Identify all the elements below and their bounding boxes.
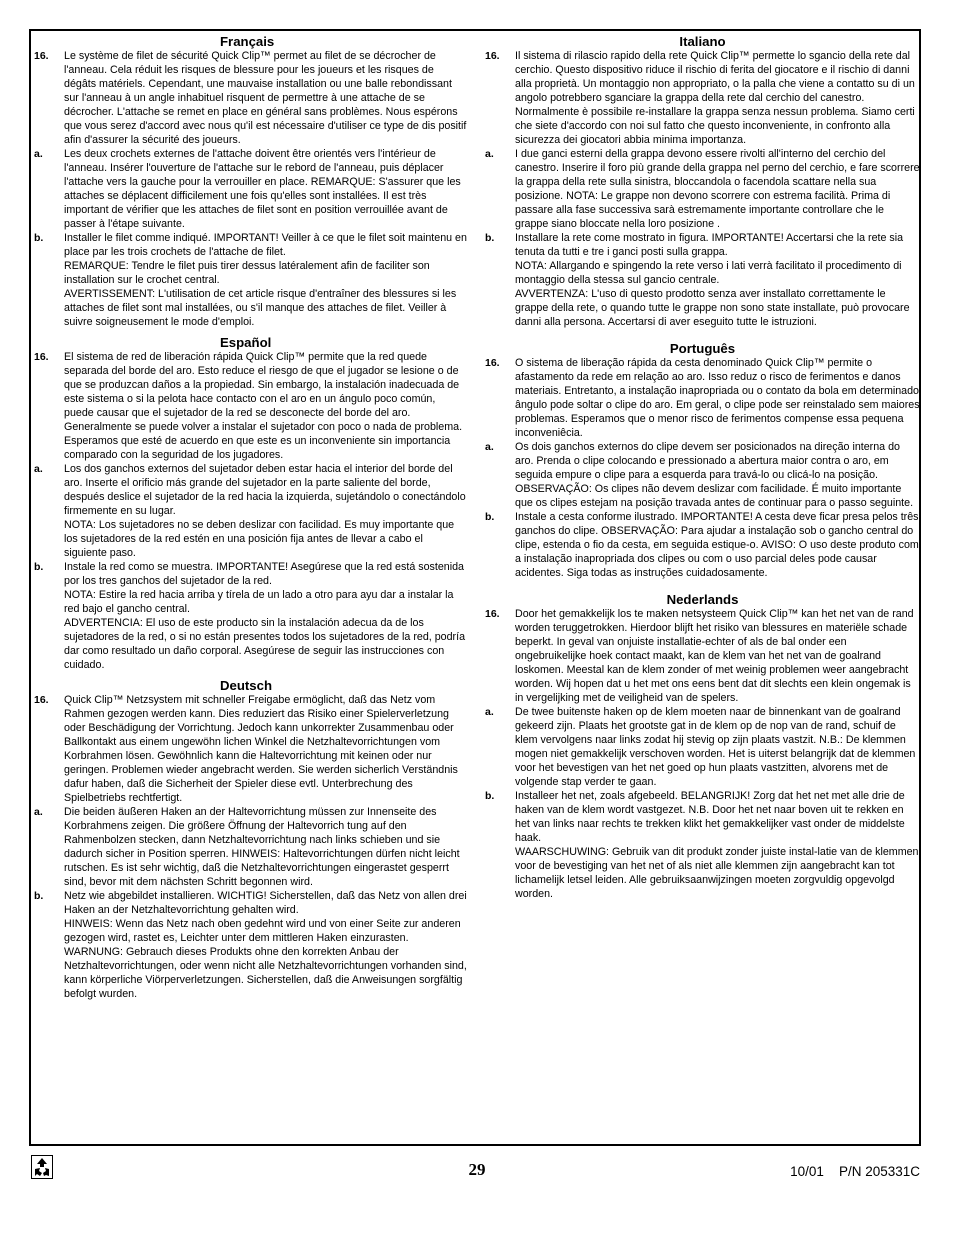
step-marker: a. — [34, 148, 43, 160]
step-text — [515, 49, 920, 147]
section-heading: Italiano — [679, 34, 726, 49]
paragraph: I due ganci esterni della grappa devono essere rivolti all'interno del cerchio del canestro. Inserire il foro più grande della grappa nel perno del cerchio, e fare scorrere la grappa della rete sulla sinistra, bloccandola o facendola scattare nella sua posizione. NOTA: Le grappe non devono scorrere con estrema facilità. Prima di passare alla fase successiva sarà estremamente importante controllare che le grappe siano bloccate nella loro posizione . — [515, 148, 920, 230]
section-heading: Français — [220, 34, 275, 49]
note-paragraph: REMARQUE: Tendre le filet puis tirer dessus latéralement afin de faciliter son installation sur le crochet central. — [64, 260, 430, 286]
step-marker: 16. — [485, 608, 500, 620]
paragraph: Door het gemakkelijk los te maken netsysteem Quick Clip™ kan het net van de rand worden teruggetrokken. Hierdoor blijft het risiko van blessures en materiële schade beperkt. In geval van onjuiste installatie-echter of als de bal onder een ongebruikelijke hoek contact maakt, kan de klem van het net van de goalrand loskomen. Meestal kan de klem zonder of met weinig problemen weer aangebracht worden. Wij hopen dat u het met ons eens bent dat dit slechts een klein ongemak is in vergelijking met de veiligheid van de spelers. — [515, 608, 914, 704]
step-text — [64, 231, 468, 329]
warning-paragraph: AVERTISSEMENT: L'utilisation de cet article risque d'entraîner des blessures si les attaches de filet sont mal installées, ou s'il manque des attaches de filet. Veiller à suivre soigneusement le mode d'emploi. — [64, 288, 457, 328]
step-text — [64, 350, 468, 462]
step-a — [34, 805, 468, 889]
paragraph: Netz wie abgebildet installieren. WICHTIG! Sicherstellen, daß das Netz von allen drei Haken an der Netzhaltevorrichtung gehalten wird. — [64, 890, 467, 916]
step-text — [64, 805, 468, 889]
step-b — [34, 231, 468, 329]
step-marker: 16. — [485, 357, 500, 369]
paragraph: El sistema de red de liberación rápida Quick Clip™ permite que la red quede separada del borde del aro. Esto reduce el riesgo de que el jugador se lesione o de que se produzcan daños a la propiedad. Sin embargo, la instalación inadecuada de este sistema o si la pelota hace contacto con el aro en un ángulo poco común, puede causar que el sujetador de la red se desconecte del borde del aro. Generalmente se puede volver a instalar el sujetador con poco o nada de problema. Esperamos que esté de acuerdo en que este es un inconveniente sin importancia comparado con la seguridad de los jugadores. — [64, 351, 463, 461]
step-marker: 16. — [485, 50, 500, 62]
step-text — [515, 607, 920, 705]
step-text — [515, 789, 920, 901]
step-marker: a. — [485, 148, 494, 160]
note-paragraph: NOTA: Estire la red hacia arriba y tírela de un lado a otro para ayu dar a instalar la red bajo el gancho central. — [64, 589, 454, 615]
step-text — [515, 147, 920, 231]
step-marker: b. — [34, 890, 44, 902]
paragraph: O sistema de liberação rápida da cesta denominado Quick Clip™ permite o afastamento da rede em relação ao aro. Isso reduz o risco de ferimentos e danos materiais. Entretanto, a instalação inapropriada ou o contato da bola em determinado ângulo pode soltar o clipe do aro. Em geral, o clipe pode ser reinstalado sem maiores problemas. Esperamos que o menor risco de ferimentos compense essa pequena inconveniêcia. — [515, 357, 920, 439]
paragraph: Il sistema di rilascio rapido della rete Quick Clip™ permette lo sgancio della rete dal cerchio. Questo dispositivo riduce il rischio di ferita del giocatore e il rischio di danni alla proprietà. Un montaggio non appropriato, o la palla che viene a contatto su di un angolo potrebbero sganciare la grappa della rete dal cerchio del canestro. Normalmente è possibile re-installare la grappa senza nessun problema. Siamo certi che siete d'accordo con noi sul fatto che questo inconveniente, in confronto alla sicurezza dei giocatori abbia minima importanza. — [515, 50, 915, 146]
step-text — [64, 560, 468, 672]
note-paragraph: NOTA: Los sujetadores no se deben deslizar con facilidad. Es muy importante que los sujetadores de la red estén en una posición fija antes de llevar a cabo el siguiente paso. — [64, 519, 455, 559]
right-column — [485, 34, 920, 901]
step-marker: b. — [34, 561, 44, 573]
step-marker: 16. — [34, 694, 49, 706]
step-b — [34, 889, 468, 1001]
left-column — [34, 34, 468, 1001]
paragraph: Instale la red como se muestra. IMPORTANTE! Asegúrese que la red está sostenida por los tres ganchos del sujetador de la red. — [64, 561, 464, 587]
section-heading: Português — [669, 341, 736, 356]
warning-paragraph: ADVERTENCIA: El uso de este producto sin la instalación adecua da de los sujetadores de la red, o si no están presentes todos los sujetadores de la red, podría dar como resultado un daño corporal. Asegúrese de seguir las instrucciones con cuidado. — [64, 617, 466, 671]
paragraph: Quick Clip™ Netzsystem mit schneller Freigabe ermöglicht, daß das Netz vom Rahmen gezogen werden kann. Dies reduziert das Risiko einer Spielerverletzung oder Beschädigung der Vorrichtung. Jedoch kann unkorrekter Zusammenbau oder Ballkontakt aus einem ungewöhn lichen Winkel die Netzhaltevorrichtungen vom Korbrahmen lösen. Gewöhnlich kann die Haltevorrichtung mit keinen oder nur geringen. Problemen wieder angebracht werden. Sie werden sicherlich Verständnis dafur haben, daß die Sicherheit der Spieler diese evtl. Unterbrechung des Spielbetriebs rechtfertigt. — [64, 694, 458, 804]
step-a — [485, 147, 920, 231]
step-b — [485, 231, 920, 329]
warning-paragraph: WAARSCHUWING: Gebruik van dit produkt zonder juiste instal-latie van de klemmen voor de bevestiging van het net of als niet alle klemmen zijn aangebracht kan tot lichamelijk letsel leiden. Alle gebruiksaanwijzingen moeten zorgvuldig opgevolgd worden. — [515, 846, 919, 900]
section-francais — [34, 34, 468, 329]
paragraph: Les deux crochets externes de l'attache doivent être orientés vers l'intérieur de l'anneau. Insérer l'ouverture de l'attache sur le rebord de l'anneau, puis déplacer l'attache vers la gauche pour la verrouiller en place. REMARQUE: S'assurer que les attaches se déplacent difficilement une fois qu'elles sont installées. Il est très important de vérifier que les attaches de filet sont en position verrouillée avant de passer à l'étape suivante. — [64, 148, 461, 230]
step-marker: b. — [485, 790, 495, 802]
step-marker: b. — [485, 511, 495, 523]
paragraph: Die beiden äußeren Haken an der Haltevorrichtung müssen zur Innenseite des Korbrahmens zeigen. Die größere Öffnung der Haltevorrich tung auf den Rahmenbolzen stecken, dann Netzhaltevorrichtung nach links schieben und sie dadurch sicher in Position sperren. HINWEIS: Haltevorrichtungen dürfen nicht leicht rutschen. Es ist sehr wichtig, daß die Netzhaltevorrichtungen eingerastet gesperrt sind, bevor mit dem nächsten Schritt begonnen wird. — [64, 806, 460, 888]
paragraph: De twee buitenste haken op de klem moeten naar de binnenkant van de goalrand gekeerd zijn. Plaats het grootste gat in de klem op de nop van de rand, schuif de klem vervolgens naar links zodat hij stevig op zijn plaats vastzit. N.B.: De klemmen mogen niet gemakkelijk verschoven worden. Het is uiterst belangrijk dat de klemmen voor het bevestigen van het net goed op hun plaats vastzitten, alvorens met de volgende stap verder te gaan. — [515, 706, 916, 788]
step-text — [515, 705, 920, 789]
step-b — [485, 510, 920, 580]
step-text — [64, 147, 468, 231]
note-paragraph: NOTA: Allargando e spingendo la rete verso i lati verrà facilitato il procedimento di montaggio della stessa sul gancio centrale. — [515, 260, 902, 286]
paragraph: Installare la rete come mostrato in figura. IMPORTANTE! Accertarsi che la rete sia tenuta da tutti e tre i ganci posti sulla grappa. — [515, 232, 904, 258]
section-heading: Nederlands — [666, 592, 739, 607]
step-16 — [34, 350, 468, 462]
step-16 — [485, 49, 920, 147]
paragraph: Le système de filet de sécurité Quick Clip™ permet au filet de se décrocher de l'anneau. Cela réduit les risques de blessure pour les joueurs et les risques de dégâts matériels. Cependant, une mauvaise installation ou une balle rebondissant sur l'anneau à un angle inhabituel risquent de permettre à une attache de se décrocher. L'attache se remet en place en général sans problèmes. Nous espérons que vous serez d'accord avec nous qu'il est nécessaire d'utiliser ce type de dis positif afin d'assurer la sécurité des joueurs. — [64, 50, 467, 146]
step-marker: b. — [34, 232, 44, 244]
paragraph: Los dos ganchos externos del sujetador deben estar hacia el interior del borde del aro. Inserte el orificio más grande del sujetador en la parte saliente del borde, después deslice el sujetador de la red hacia la izquierda, sujetándolo o conectándolo firmemente en su lugar. — [64, 463, 466, 517]
paragraph: Installeer het net, zoals afgebeeld. BELANGRIJK! Zorg dat het net met alle drie de haken van de klem wordt vastgezet. N.B. Door het net naar boven uit te rekken en het van links naar rechts te trekken klikt het gemakkelijker vast onder de middelste haak. — [515, 790, 905, 844]
step-b — [34, 560, 468, 672]
step-text — [515, 356, 920, 440]
step-marker: b. — [485, 232, 495, 244]
page-number: 29 — [468, 1160, 486, 1179]
section-portugues — [485, 341, 920, 580]
step-text — [64, 49, 468, 147]
step-marker: 16. — [34, 351, 49, 363]
step-text — [64, 462, 468, 560]
section-heading: Deutsch — [220, 678, 273, 693]
step-a — [34, 462, 468, 560]
section-italiano — [485, 34, 920, 329]
step-marker: a. — [485, 441, 494, 453]
step-a — [485, 440, 920, 510]
paragraph: Installer le filet comme indiqué. IMPORTANT! Veiller à ce que le filet soit maintenu en place par les trois crochets de l'attache de filet. — [64, 232, 467, 258]
section-heading: Español — [220, 335, 272, 350]
section-deutsch — [34, 678, 468, 1001]
step-16 — [485, 356, 920, 440]
step-marker: a. — [34, 463, 43, 475]
step-a — [485, 705, 920, 789]
step-text — [64, 889, 468, 1001]
step-text — [515, 440, 920, 510]
section-nederlands — [485, 592, 920, 901]
step-text — [64, 693, 468, 805]
step-16 — [485, 607, 920, 705]
step-text — [515, 231, 920, 329]
document-reference: 10/01 P/N 205331C — [790, 1164, 920, 1179]
step-16 — [34, 49, 468, 147]
step-marker: a. — [485, 706, 494, 718]
step-a — [34, 147, 468, 231]
section-espanol — [34, 335, 468, 672]
step-marker: a. — [34, 806, 43, 818]
step-b — [485, 789, 920, 901]
warning-paragraph: AVVERTENZA: L'uso di questo prodotto senza aver installato correttamente le grappe della rete, o quando tutte le grappe non sono state installate, può provocare danni alla persona. Accertarsi di aver eseguito tutte le istruzioni. — [515, 288, 910, 328]
paragraph: Instale a cesta conforme ilustrado. IMPORTANTE! A cesta deve ficar presa pelos três ganchos do clipe. OBSERVAÇÃO: Para ajudar a instalação sob o gancho central do clipe, estenda o fio da cesta, em seguida estique-o. AVISO: O uso deste produto com a instalação inapropriada dos clipes ou com o uso parcial deles pode causar acidentes. Siga todas as instruções cuidadosamente. — [515, 511, 919, 579]
step-16 — [34, 693, 468, 805]
note-paragraph: HINWEIS: Wenn das Netz nach oben gedehnt wird und von einer Seite zur anderen gezogen wird, rastet es, Leichter unter dem mittleren Haken einzurasten. WARNUNG: Gebrauch dieses Produkts ohne den korrekten Anbau der Netzhaltevorrichtungen, oder wenn nicht alle Netzhaltevorrichtungen vorhanden sind, kann körperliche Viörperverletzungen. Sicherstellen, daß die Anweisungen sorgfältig befolgt wurden. — [64, 918, 467, 1000]
step-text — [515, 510, 920, 580]
paragraph: Os dois ganchos externos do clipe devem ser posicionados na direção interna do aro. Prenda o clipe colocando e pressionado a abertura maior contra o aro, em seguida empure o clipe para a esquerda para travá-lo ou clicá-lo na posição. OBSERVAÇÃO: Os clipes não devem deslizar com facilidade. É muito importante que os clipes estejam na posição travada antes de continuar para o passo seguinte. — [515, 441, 914, 509]
step-marker: 16. — [34, 50, 49, 62]
